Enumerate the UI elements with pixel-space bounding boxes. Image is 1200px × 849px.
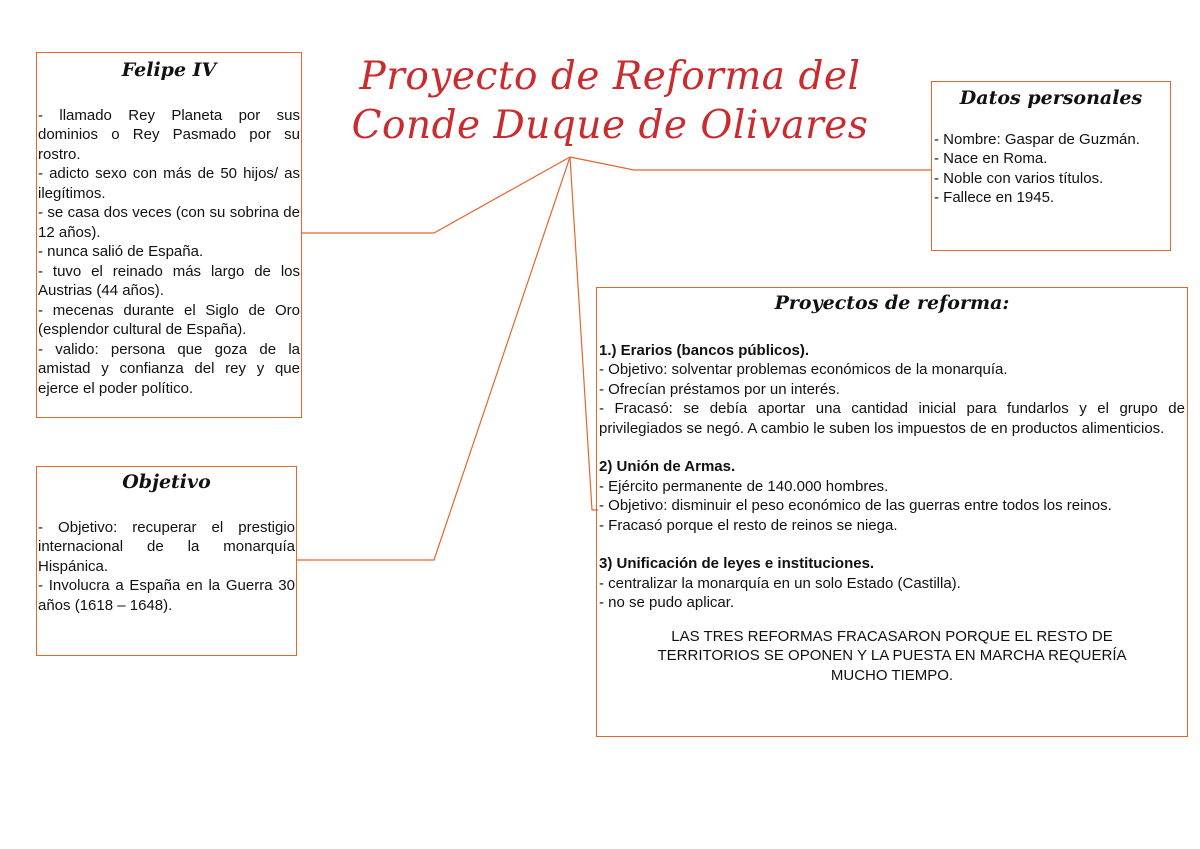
objetivo-box [36, 466, 297, 656]
objetivo-text [38, 518, 295, 616]
proyectos-heading-2: 2) Unión de Armas. [599, 458, 736, 476]
proyectos-line: - Fracasó: se debía aportar una cantidad inicial para fundarlos y el grupo de privilegiados se negó. A cambio le suben los impuestos de en productos alimenticios. [599, 400, 1185, 437]
felipe-line: - nunca salió de España. [38, 243, 204, 261]
datos-line: - Nace en Roma. [934, 150, 1048, 168]
objetivo-line: - Objetivo: recuperar el prestigio internacional de la monarquía Hispánica. [38, 518, 295, 575]
conclusion-line-1: LAS TRES REFORMAS FRACASARON PORQUE EL RESTO DE [671, 627, 1113, 645]
felipe-line: - mecenas durante el Siglo de Oro (esplendor cultural de España). [38, 301, 300, 339]
felipe-box [36, 52, 302, 418]
datos-title: Datos personales [959, 87, 1143, 109]
connector-proyectos [570, 157, 598, 510]
page-title [320, 52, 900, 150]
datos-text [934, 130, 1168, 208]
felipe-line: - valido: persona que goza de la amistad y confianza del rey y que ejerce el poder político. [38, 340, 300, 397]
proyectos-line: - Objetivo: disminuir el peso económico de las guerras entre todos los reinos. [599, 497, 1112, 515]
connector-objetivo [296, 157, 570, 560]
objetivo-title: Objetivo [122, 471, 211, 493]
connector-datos [570, 157, 932, 170]
felipe-line: - tuvo el reinado más largo de los Austrias (44 años). [38, 262, 300, 300]
felipe-text [38, 106, 300, 399]
connector-felipe [301, 157, 570, 233]
datos-line: - Fallece en 1945. [934, 189, 1055, 207]
proyectos-box [596, 287, 1188, 737]
felipe-line: - llamado Rey Planeta por sus dominios o Rey Pasmado por su rostro. [38, 106, 300, 163]
datos-line: - Noble con varios títulos. [934, 169, 1104, 187]
page-title-line-2: Conde Duque de Olivares [351, 103, 869, 148]
page-title-line-1: Proyecto de Reforma del [359, 54, 861, 99]
objetivo-line: - Involucra a España en la Guerra 30 años (1618 – 1648). [38, 577, 295, 614]
proyectos-heading-1: 1.) Erarios (bancos públicos). [599, 341, 810, 359]
proyectos-line: - Fracasó porque el resto de reinos se niega. [599, 516, 898, 534]
proyectos-conclusion [599, 627, 1185, 686]
proyectos-text [599, 341, 1185, 613]
proyectos-heading-3: 3) Unificación de leyes e instituciones. [599, 555, 875, 573]
proyectos-line: - centralizar la monarquía en un solo Estado (Castilla). [599, 574, 961, 592]
proyectos-line: - no se pudo aplicar. [599, 594, 735, 612]
conclusion-line-3: MUCHO TIEMPO. [830, 666, 954, 684]
proyectos-line: - Ofrecían préstamos por un interés. [599, 380, 840, 398]
felipe-line: - se casa dos veces (con su sobrina de 12 años). [38, 204, 300, 241]
felipe-title: Felipe IV [121, 59, 217, 81]
felipe-line: - adicto sexo con más de 50 hijos/ as ilegítimos. [38, 165, 300, 202]
proyectos-line: - Ejército permanente de 140.000 hombres. [599, 477, 889, 495]
datos-box [931, 81, 1171, 251]
proyectos-title: Proyectos de reforma: [774, 292, 1010, 314]
datos-line: - Nombre: Gaspar de Guzmán. [934, 130, 1140, 148]
conclusion-line-2: TERRITORIOS SE OPONEN Y LA PUESTA EN MARCHA REQUERÍA [657, 647, 1127, 665]
proyectos-line: - Objetivo: solventar problemas económicos de la monarquía. [599, 361, 1008, 379]
